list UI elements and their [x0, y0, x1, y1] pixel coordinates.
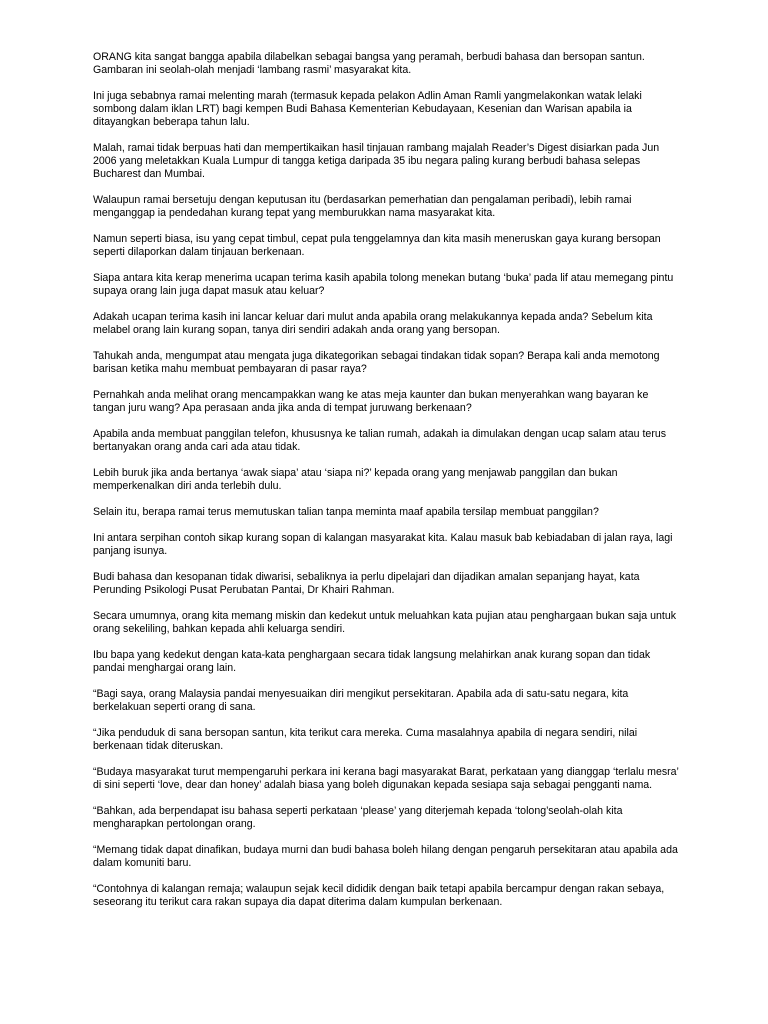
paragraph: Adakah ucapan terima kasih ini lancar keluar dari mulut anda apabila orang melakukannya kepada anda? Sebelum kita melabel orang lain kurang sopan, tanya diri sendiri adakah anda orang yang bersopan.: [93, 311, 653, 336]
paragraph: “Budaya masyarakat turut mempengaruhi perkara ini kerana bagi masyarakat Barat, perkataan yang dianggap ‘terlalu mesra’ di sini seperti ‘love, dear dan honey’ adalah biasa yang boleh digunakan kepada sesiapa saja sebagai pengganti nama.: [93, 766, 679, 791]
paragraph: Ibu bapa yang kedekut dengan kata-kata penghargaan secara tidak langsung melahirkan anak kurang sopan dan tidak pandai menghargai orang lain.: [93, 649, 651, 674]
paragraph: Tahukah anda, mengumpat atau mengata juga dikategorikan sebagai tindakan tidak sopan? Berapa kali anda memotong barisan ketika mahu membuat pembayaran di pasar raya?: [93, 350, 660, 375]
paragraph: Namun seperti biasa, isu yang cepat timbul, cepat pula tenggelamnya dan kita masih meneruskan gaya kurang bersopan seperti dilaporkan dalam tinjauan berkenaan.: [93, 233, 661, 258]
paragraph: “Bagi saya, orang Malaysia pandai menyesuaikan diri mengikut persekitaran. Apabila ada di satu-satu negara, kita berkelakuan seperti orang di sana.: [93, 688, 629, 713]
document-body: [93, 51, 683, 922]
paragraph: Malah, ramai tidak berpuas hati dan mempertikaikan hasil tinjauan rambang majalah Reader’s Digest disiarkan pada Jun 2006 yang meletakkan Kuala Lumpur di tangga ketiga daripada 35 ibu negara paling kurang berbudi bahasa selepas Bucharest dan Mumbai.: [93, 142, 660, 180]
paragraph: “Bahkan, ada berpendapat isu bahasa seperti perkataan ‘please’ yang diterjemah kepada ‘tolong’seolah-olah kita mengharapkan pertolongan orang.: [93, 805, 623, 830]
paragraph: Apabila anda membuat panggilan telefon, khususnya ke talian rumah, adakah ia dimulakan dengan ucap salam atau terus bertanyakan orang anda cari ada atau tidak.: [93, 428, 667, 453]
paragraph: Walaupun ramai bersetuju dengan keputusan itu (berdasarkan pemerhatian dan pengalaman peribadi), lebih ramai menganggap ia pendedahan kurang tepat yang memburukkan nama masyarakat kita.: [93, 194, 632, 219]
paragraph: Siapa antara kita kerap menerima ucapan terima kasih apabila tolong menekan butang ‘buka’ pada lif atau memegang pintu supaya orang lain juga dapat masuk atau keluar?: [93, 272, 674, 297]
paragraph: ORANG kita sangat bangga apabila dilabelkan sebagai bangsa yang peramah, berbudi bahasa dan bersopan santun. Gambaran ini seolah-olah menjadi ‘lambang rasmi’ masyarakat kita.: [93, 51, 645, 76]
paragraph: Secara umumnya, orang kita memang miskin dan kedekut untuk meluahkan kata pujian atau penghargaan bukan saja untuk orang sekeliling, bahkan kepada ahli keluarga sendiri.: [93, 610, 677, 635]
paragraph: “Jika penduduk di sana bersopan santun, kita terikut cara mereka. Cuma masalahnya apabila di negara sendiri, nilai berkenaan tidak diteruskan.: [93, 727, 638, 752]
paragraph: Selain itu, berapa ramai terus memutuskan talian tanpa meminta maaf apabila tersilap membuat panggilan?: [93, 506, 599, 518]
paragraph: Budi bahasa dan kesopanan tidak diwarisi, sebaliknya ia perlu dipelajari dan dijadikan amalan sepanjang hayat, kata Perunding Psikologi Pusat Perubatan Pantai, Dr Khairi Rahman.: [93, 571, 640, 596]
paragraph: Lebih buruk jika anda bertanya ‘awak siapa’ atau ‘siapa ni?’ kepada orang yang menjawab panggilan dan bukan memperkenalkan diri anda terlebih dulu.: [93, 467, 618, 492]
paragraph: Pernahkah anda melihat orang mencampakkan wang ke atas meja kaunter dan bukan menyerahkan wang bayaran ke tangan juru wang? Apa perasaan anda jika anda di tempat juruwang berkenaan?: [93, 389, 649, 414]
paragraph: “Memang tidak dapat dinafikan, budaya murni dan budi bahasa boleh hilang dengan pengaruh persekitaran atau apabila ada dalam komuniti baru.: [93, 844, 678, 869]
paragraph: Ini juga sebabnya ramai melenting marah (termasuk kepada pelakon Adlin Aman Ramli yangmelakonkan watak lelaki sombong dalam iklan LRT) bagi kempen Budi Bahasa Kementerian Kebudayaan, Kesenian dan Warisan apabila ia ditayangkan beberapa tahun lalu.: [93, 90, 642, 128]
paragraph: Ini antara serpihan contoh sikap kurang sopan di kalangan masyarakat kita. Kalau masuk bab kebiadaban di jalan raya, lagi panjang isunya.: [93, 532, 673, 557]
paragraph: “Contohnya di kalangan remaja; walaupun sejak kecil dididik dengan baik tetapi apabila bercampur dengan rakan sebaya, seseorang itu terikut cara rakan supaya dia dapat diterima dalam kumpulan berkenaan.: [93, 883, 665, 908]
